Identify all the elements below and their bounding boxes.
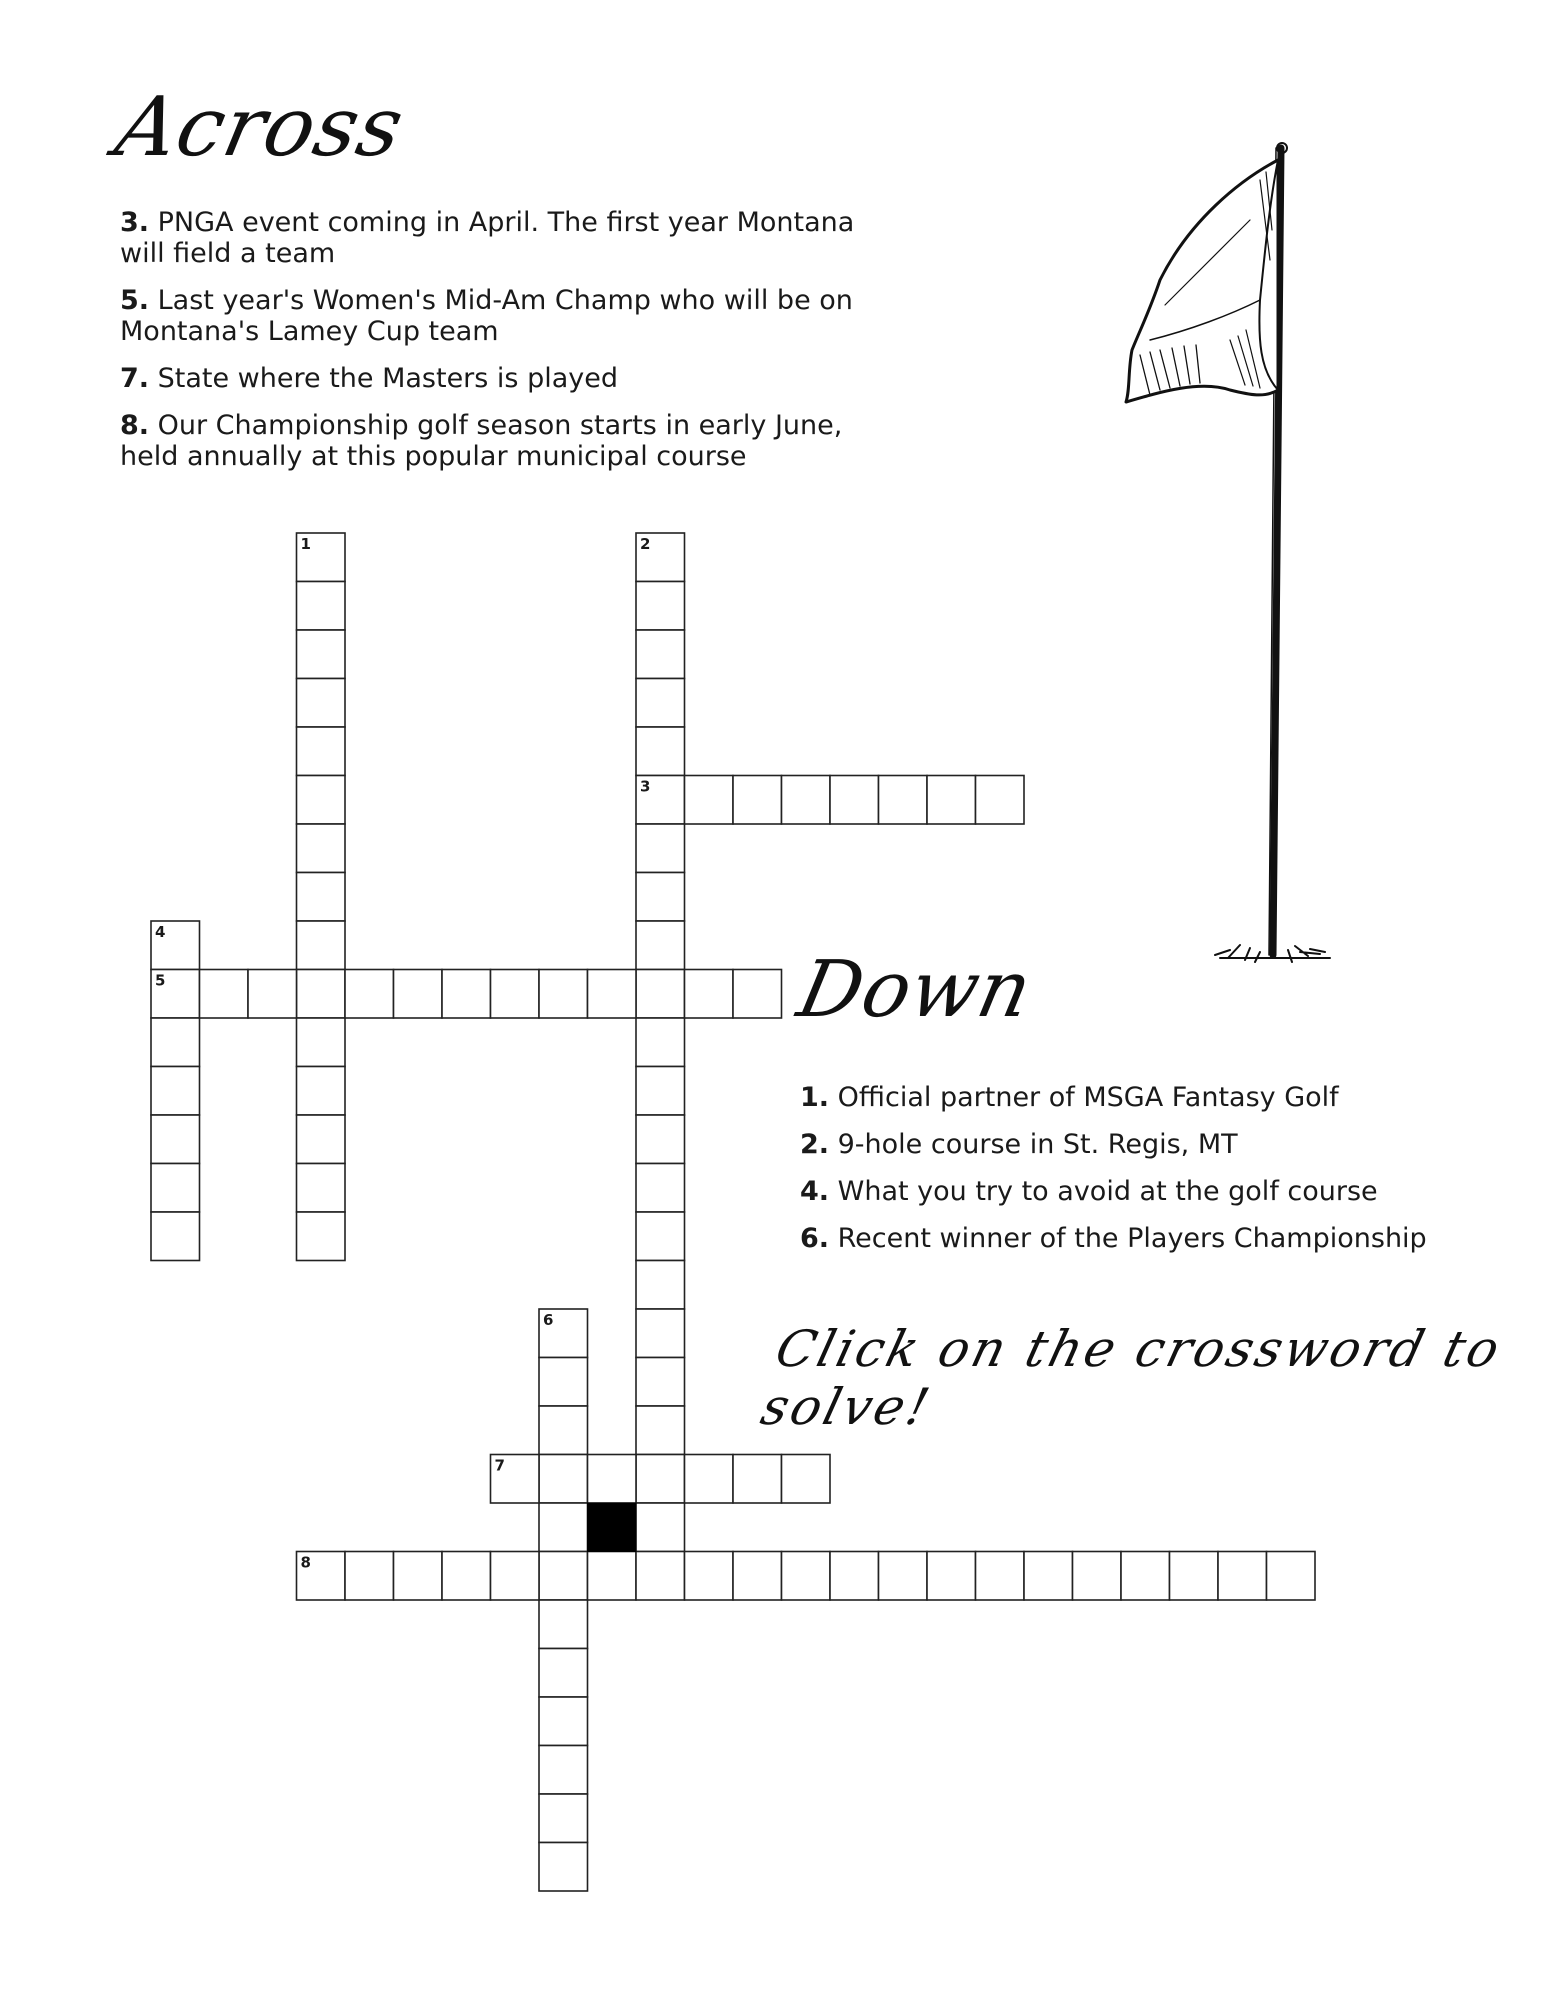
clue-text: What you try to avoid at the golf course xyxy=(829,1176,1378,1207)
crossword-cell[interactable] xyxy=(782,776,831,825)
crossword-cell[interactable] xyxy=(345,1552,394,1601)
crossword-cell[interactable] xyxy=(151,1164,200,1213)
across-clue-7 xyxy=(120,363,900,394)
cell-number-8: 8 xyxy=(300,1553,311,1572)
crossword-cell[interactable] xyxy=(636,1503,685,1552)
crossword-cell[interactable] xyxy=(636,921,685,970)
crossword-cell[interactable] xyxy=(636,1552,685,1601)
crossword-cell[interactable] xyxy=(151,1212,200,1261)
crossword-cell[interactable] xyxy=(297,776,346,825)
crossword-cell[interactable] xyxy=(588,970,637,1019)
crossword-cell[interactable] xyxy=(297,1552,346,1601)
cell-number-3: 3 xyxy=(640,777,651,796)
crossword-cell[interactable] xyxy=(1170,1552,1219,1601)
clue-number: 6. xyxy=(800,1223,830,1254)
crossword-cell[interactable] xyxy=(297,679,346,728)
crossword-cell[interactable] xyxy=(976,776,1025,825)
down-clue-2 xyxy=(800,1129,1500,1160)
crossword-cell[interactable] xyxy=(636,679,685,728)
crossword-cell[interactable] xyxy=(151,1067,200,1116)
across-clue-8 xyxy=(120,410,900,472)
down-heading: Down xyxy=(790,945,1041,1035)
cell-number-1: 1 xyxy=(300,535,311,553)
crossword-cell[interactable] xyxy=(636,1309,685,1358)
crossword-cell[interactable] xyxy=(685,970,734,1019)
crossword-cell[interactable] xyxy=(297,873,346,922)
clue-number: 8. xyxy=(120,410,150,441)
crossword-cell[interactable] xyxy=(1218,1552,1267,1601)
crossword-cell[interactable] xyxy=(588,1455,637,1504)
cell-number-7: 7 xyxy=(494,1456,505,1475)
crossword-cell[interactable] xyxy=(1121,1552,1170,1601)
crossword-cell[interactable] xyxy=(297,824,346,873)
crossword-cell[interactable] xyxy=(151,970,200,1019)
across-clue-3 xyxy=(120,207,900,269)
clue-number: 4. xyxy=(800,1176,830,1207)
crossword-cell[interactable] xyxy=(297,630,346,679)
clue-number: 1. xyxy=(800,1082,830,1113)
clue-number: 5. xyxy=(120,285,150,316)
crossword-cell[interactable] xyxy=(927,776,976,825)
crossword-cell[interactable] xyxy=(1267,1552,1316,1601)
crossword-cell[interactable] xyxy=(1024,1552,1073,1601)
crossword-cell[interactable] xyxy=(539,1649,588,1698)
golf-flag-icon xyxy=(1120,140,1360,980)
crossword-cell[interactable] xyxy=(685,1455,734,1504)
clue-number: 7. xyxy=(120,363,150,394)
crossword-cell[interactable] xyxy=(539,1697,588,1746)
clue-text: Official partner of MSGA Fantasy Golf xyxy=(829,1082,1339,1113)
clue-text: State where the Masters is played xyxy=(149,363,619,394)
crossword-cell[interactable] xyxy=(636,824,685,873)
crossword-cell[interactable] xyxy=(200,970,249,1019)
clue-text: Last year's Women's Mid-Am Champ who will be on Montana's Lamey Cup team xyxy=(120,285,853,347)
crossword-cell[interactable] xyxy=(636,1018,685,1067)
crossword-cell[interactable] xyxy=(733,970,782,1019)
crossword-cell[interactable] xyxy=(491,970,540,1019)
crossword-cell[interactable] xyxy=(151,1018,200,1067)
crossword-cell[interactable] xyxy=(539,1843,588,1892)
down-clue-4 xyxy=(800,1176,1500,1207)
crossword-cell[interactable] xyxy=(539,1600,588,1649)
clue-text: Recent winner of the Players Championship xyxy=(829,1223,1427,1254)
crossword-black-cell xyxy=(588,1503,637,1552)
cell-number-4: 4 xyxy=(155,923,166,941)
crossword-cell[interactable] xyxy=(539,1358,588,1407)
crossword-cell[interactable] xyxy=(636,1164,685,1213)
crossword-cell[interactable] xyxy=(394,970,443,1019)
crossword-cell[interactable] xyxy=(248,970,297,1019)
clue-text: Our Championship golf season starts in early June, held annually at this popular municipal course xyxy=(120,410,843,472)
crossword-cell[interactable] xyxy=(297,582,346,631)
crossword-cell[interactable] xyxy=(685,1552,734,1601)
crossword-cell[interactable] xyxy=(1073,1552,1122,1601)
crossword-cell[interactable] xyxy=(297,533,346,582)
crossword-cell[interactable] xyxy=(491,1455,540,1504)
crossword-cell[interactable] xyxy=(151,1115,200,1164)
crossword-cell[interactable] xyxy=(830,1552,879,1601)
cell-number-5: 5 xyxy=(155,971,166,990)
clue-number: 3. xyxy=(120,207,150,238)
crossword-cell[interactable] xyxy=(151,921,200,970)
crossword-cell[interactable] xyxy=(442,970,491,1019)
crossword-cell[interactable] xyxy=(345,970,394,1019)
crossword-cell[interactable] xyxy=(733,1552,782,1601)
crossword-cell[interactable] xyxy=(297,1067,346,1116)
crossword-cell[interactable] xyxy=(733,776,782,825)
crossword-cell[interactable] xyxy=(636,873,685,922)
crossword-cell[interactable] xyxy=(636,1358,685,1407)
crossword-cell[interactable] xyxy=(879,1552,928,1601)
crossword-cell[interactable] xyxy=(539,1406,588,1455)
clue-number: 2. xyxy=(800,1129,830,1160)
across-clue-5 xyxy=(120,285,900,347)
crossword-cell[interactable] xyxy=(879,776,928,825)
cell-number-6: 6 xyxy=(543,1311,554,1329)
crossword-cell[interactable] xyxy=(539,1455,588,1504)
crossword-cell[interactable] xyxy=(636,1455,685,1504)
crossword-cell[interactable] xyxy=(297,921,346,970)
crossword-cell[interactable] xyxy=(539,1794,588,1843)
crossword-cell[interactable] xyxy=(636,776,685,825)
crossword-cell[interactable] xyxy=(539,1552,588,1601)
crossword-cell[interactable] xyxy=(297,970,346,1019)
down-clue-6 xyxy=(800,1223,1500,1254)
crossword-cell[interactable] xyxy=(685,776,734,825)
crossword-cell[interactable] xyxy=(636,1115,685,1164)
across-clue-list xyxy=(120,207,900,488)
crossword-cell[interactable] xyxy=(782,1455,831,1504)
crossword-cell[interactable] xyxy=(976,1552,1025,1601)
crossword-cell[interactable] xyxy=(539,1746,588,1795)
crossword-cell[interactable] xyxy=(539,1309,588,1358)
down-clue-list xyxy=(800,1082,1500,1270)
crossword-cell[interactable] xyxy=(442,1552,491,1601)
crossword-cell[interactable] xyxy=(636,1261,685,1310)
crossword-cell[interactable] xyxy=(636,582,685,631)
crossword-cell[interactable] xyxy=(636,1212,685,1261)
crossword-cell[interactable] xyxy=(782,1552,831,1601)
clue-text: PNGA event coming in April. The first year Montana will field a team xyxy=(120,207,855,269)
crossword-cell[interactable] xyxy=(297,1018,346,1067)
crossword-cell[interactable] xyxy=(297,1115,346,1164)
clue-text: 9-hole course in St. Regis, MT xyxy=(829,1129,1238,1160)
crossword-cell[interactable] xyxy=(636,970,685,1019)
crossword-cell[interactable] xyxy=(733,1455,782,1504)
crossword-cell[interactable] xyxy=(539,1503,588,1552)
crossword-cell[interactable] xyxy=(588,1552,637,1601)
crossword-cell[interactable] xyxy=(539,970,588,1019)
crossword-cell[interactable] xyxy=(491,1552,540,1601)
across-heading: Across xyxy=(107,80,412,175)
crossword-cell[interactable] xyxy=(297,1212,346,1261)
crossword-cell[interactable] xyxy=(636,1067,685,1116)
crossword-cell[interactable] xyxy=(636,630,685,679)
solve-call-to-action[interactable]: Click on the crossword to solve! xyxy=(755,1320,1509,1436)
down-clue-1 xyxy=(800,1082,1500,1113)
cell-number-2: 2 xyxy=(640,535,651,553)
crossword-cell[interactable] xyxy=(297,1164,346,1213)
crossword-cell[interactable] xyxy=(636,1406,685,1455)
crossword-cell[interactable] xyxy=(394,1552,443,1601)
crossword-cell[interactable] xyxy=(636,533,685,582)
crossword-cell[interactable] xyxy=(830,776,879,825)
crossword-cell[interactable] xyxy=(297,727,346,776)
crossword-cell[interactable] xyxy=(927,1552,976,1601)
crossword-cell[interactable] xyxy=(636,727,685,776)
